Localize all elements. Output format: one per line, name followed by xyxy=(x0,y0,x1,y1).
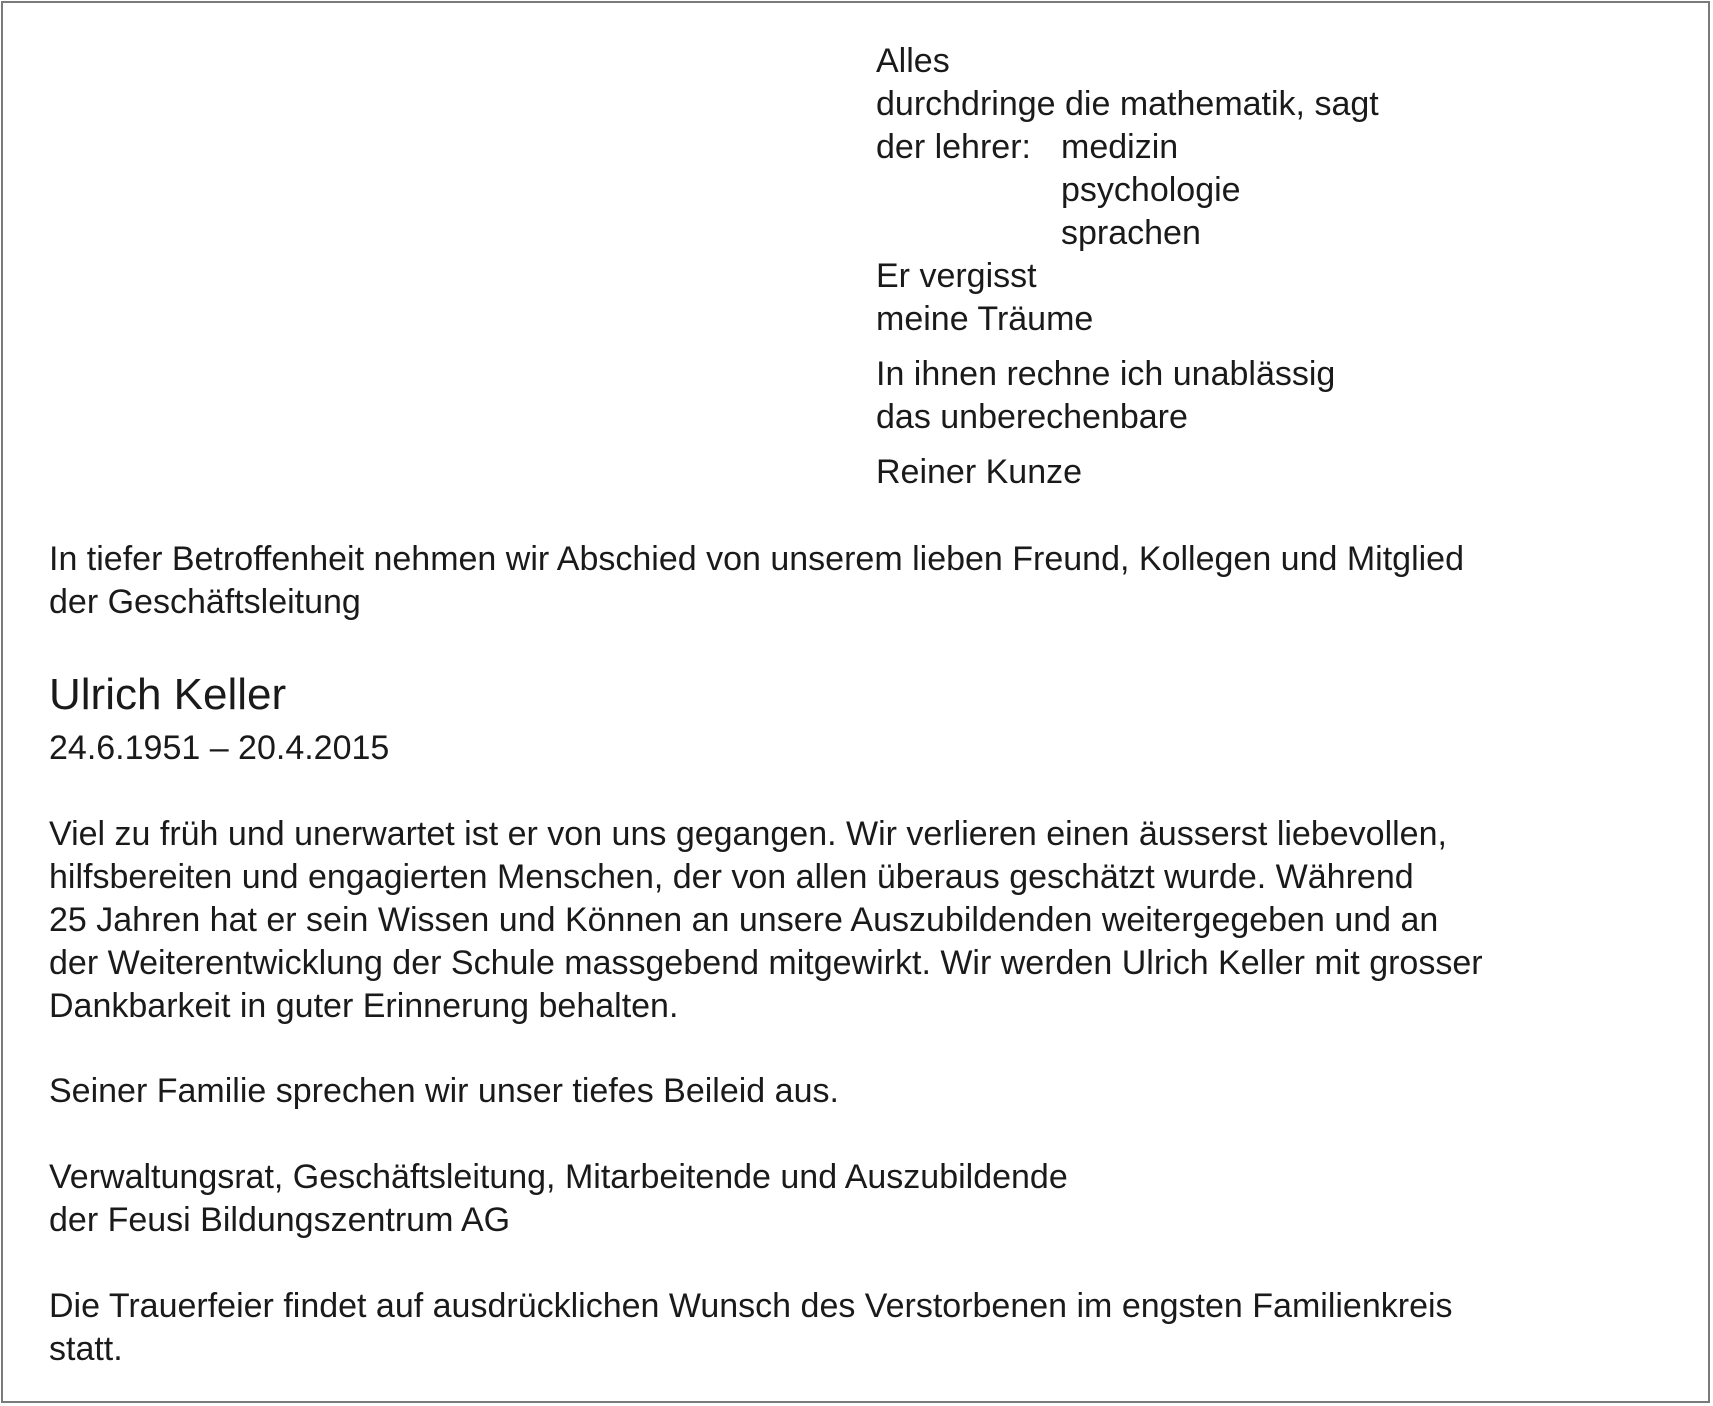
poem-line xyxy=(876,126,1379,169)
tribute-line: Dankbarkeit in guter Erinnerung behalten. xyxy=(49,987,679,1025)
poem-author: Reiner Kunze xyxy=(876,453,1083,491)
poem-list-item: psychologie xyxy=(1061,171,1241,209)
poem-line: Er vergisst xyxy=(876,257,1037,295)
intro-paragraph xyxy=(49,538,1663,624)
funeral-notice xyxy=(49,1285,1663,1371)
signature-line: der Feusi Bildungszentrum AG xyxy=(49,1201,511,1239)
funeral-line: statt. xyxy=(49,1330,123,1368)
tribute-line: Viel zu früh und unerwartet ist er von uns gegangen. Wir verlieren einen äusserst liebevollen, xyxy=(49,815,1447,853)
tribute-line: hilfsbereiten und engagierten Menschen, der von allen überaus geschätzt wurde. Während xyxy=(49,858,1414,896)
signature-block xyxy=(49,1156,1663,1242)
deceased-name: Ulrich Keller xyxy=(49,670,287,719)
poem-line: durchdringe die mathematik, sagt xyxy=(876,85,1379,123)
condolence-text: Seiner Familie sprechen wir unser tiefes Beileid aus. xyxy=(49,1072,839,1110)
tribute-line: 25 Jahren hat er sein Wissen und Können an unsere Auszubildenden weitergegeben und an xyxy=(49,901,1439,939)
poem-line: Alles xyxy=(876,42,950,80)
tribute-paragraph xyxy=(49,813,1663,1028)
poem-line: das unberechenbare xyxy=(876,398,1188,436)
poem-label: der lehrer: xyxy=(876,128,1031,166)
poem-block xyxy=(876,40,1379,494)
intro-line: In tiefer Betroffenheit nehmen wir Abschied von unserem lieben Freund, Kollegen und Mitglied xyxy=(49,540,1465,578)
poem-line: In ihnen rechne ich unablässig xyxy=(876,355,1336,393)
poem-list-item: sprachen xyxy=(1061,214,1201,252)
life-dates: 24.6.1951 – 20.4.2015 xyxy=(49,729,390,767)
poem-line: meine Träume xyxy=(876,300,1094,338)
funeral-line: Die Trauerfeier findet auf ausdrücklichen Wunsch des Verstorbenen im engsten Familienkreis xyxy=(49,1287,1453,1325)
poem-list-item: medizin xyxy=(1061,128,1179,166)
intro-line: der Geschäftsleitung xyxy=(49,583,361,621)
signature-line: Verwaltungsrat, Geschäftsleitung, Mitarbeitende und Auszubildende xyxy=(49,1158,1068,1196)
tribute-line: der Weiterentwicklung der Schule massgebend mitgewirkt. Wir werden Ulrich Keller mit grosser xyxy=(49,944,1483,982)
